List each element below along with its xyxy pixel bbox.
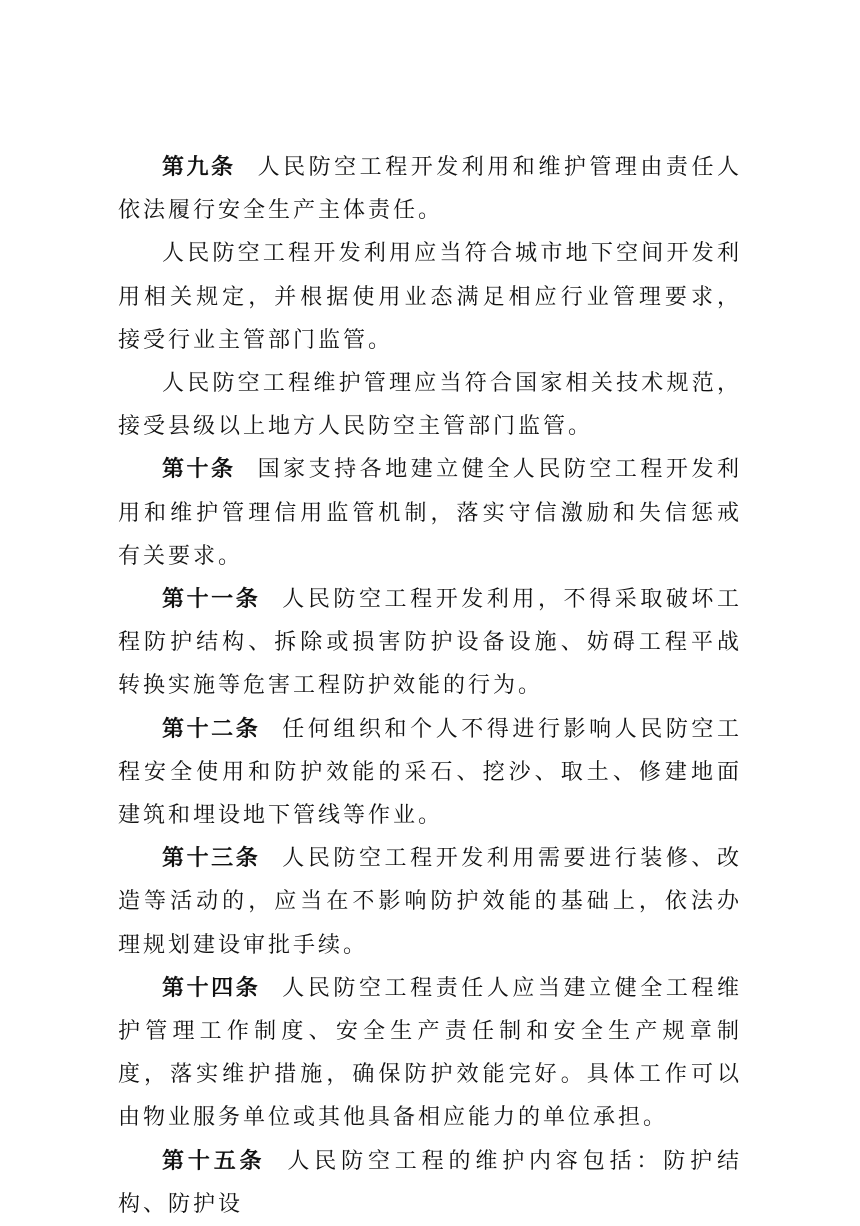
article-text: 人民防空工程开发利用需要进行装修、改造等活动的，应当在不影响防护效能的基础上，依法办理规划建设审批手续。 xyxy=(118,846,742,958)
article-text: 人民防空工程开发利用，不得采取破坏工程防护结构、拆除或损害防护设备设施、妨碍工程平战转换实施等危害工程防护效能的行为。 xyxy=(118,587,742,699)
body-paragraph xyxy=(118,232,742,362)
article-paragraph xyxy=(118,837,742,967)
article-number: 第十三条 xyxy=(162,846,261,872)
paragraph-text: 人民防空工程开发利用应当符合城市地下空间开发利用相关规定，并根据使用业态满足相应行业管理要求，接受行业主管部门监管。 xyxy=(118,241,742,353)
document-body xyxy=(118,146,742,1226)
article-text: 任何组织和个人不得进行影响人民防空工程安全使用和防护效能的采石、挖沙、取土、修建地面建筑和埋设地下管线等作业。 xyxy=(118,716,742,829)
article-text: 人民防空工程开发利用和维护管理由责任人依法履行安全生产主体责任。 xyxy=(118,155,742,224)
article-paragraph xyxy=(118,708,742,838)
article-paragraph xyxy=(118,146,742,232)
article-paragraph xyxy=(118,578,742,708)
article-paragraph xyxy=(118,1140,742,1226)
article-text: 人民防空工程责任人应当建立健全工程维护管理工作制度、安全生产责任制和安全生产规章制度，落实维护措施，确保防护效能完好。具体工作可以由物业服务单位或其他具备相应能力的单位承担。 xyxy=(118,975,742,1131)
article-number: 第十二条 xyxy=(162,716,261,742)
paragraph-text: 人民防空工程维护管理应当符合国家相关技术规范，接受县级以上地方人民防空主管部门监管。 xyxy=(118,371,742,440)
article-text: 国家支持各地建立健全人民防空工程开发利用和维护管理信用监管机制，落实守信激励和失信惩戒有关要求。 xyxy=(118,457,742,569)
article-number: 第九条 xyxy=(162,155,236,180)
article-number: 第十一条 xyxy=(162,587,261,613)
article-paragraph xyxy=(118,448,742,578)
article-paragraph xyxy=(118,967,742,1140)
article-number: 第十四条 xyxy=(162,975,261,1001)
article-number: 第十条 xyxy=(162,457,236,483)
article-number: 第十五条 xyxy=(162,1148,266,1174)
article-text: 人民防空工程的维护内容包括：防护结构、防护设 xyxy=(118,1148,742,1217)
body-paragraph xyxy=(118,362,742,448)
